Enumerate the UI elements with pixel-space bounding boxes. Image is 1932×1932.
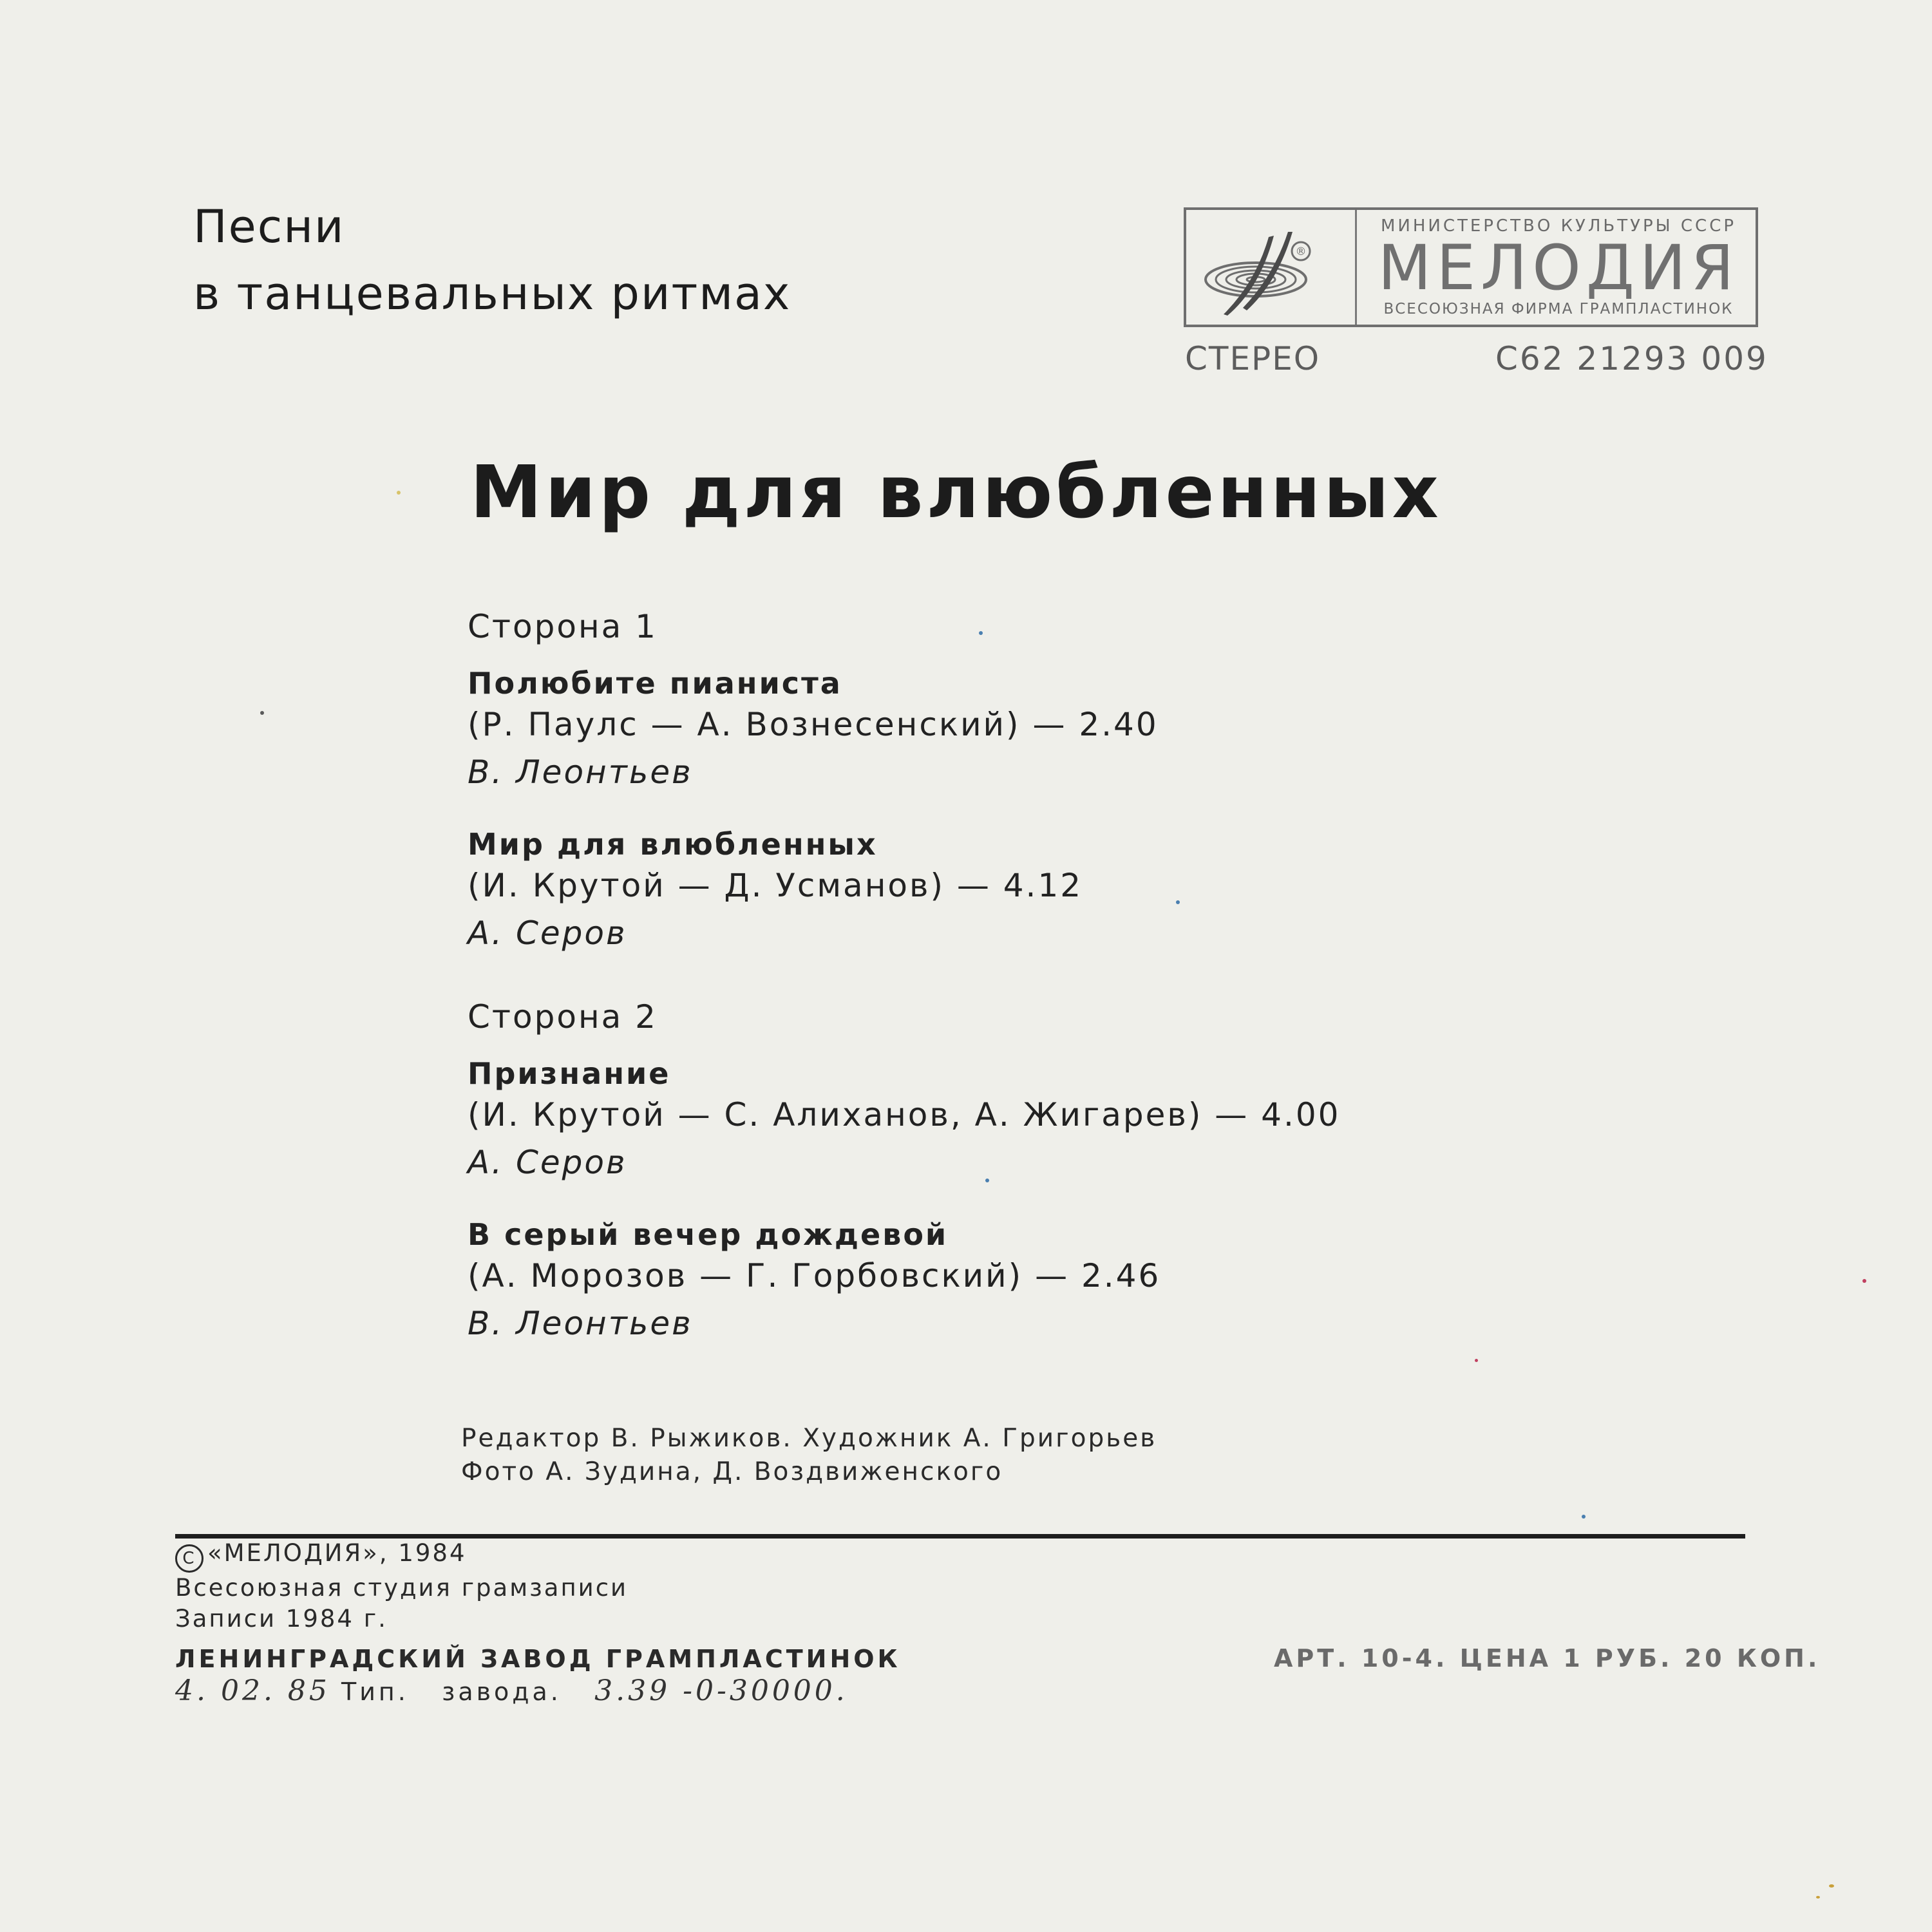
price-line: АРТ. 10-4. ЦЕНА 1 РУБ. 20 КОП.	[1274, 1644, 1821, 1672]
print-speck	[979, 631, 983, 635]
logo-firm: ВСЕСОЮЗНАЯ ФИРМА ГРАМПЛАСТИНОК	[1383, 301, 1734, 317]
track-credits: (Р. Паулс — А. Вознесенский) — 2.40	[468, 706, 1159, 743]
track-artist: А. Серов	[468, 914, 627, 952]
side-2-label: Сторона 2	[468, 998, 658, 1036]
track-artist: А. Серов	[468, 1144, 627, 1181]
print-plant: завода.	[442, 1678, 562, 1706]
series-title	[193, 193, 791, 327]
print-speck	[1829, 1884, 1834, 1888]
track-title: В серый вечер дождевой	[468, 1217, 949, 1252]
track-artist: В. Леонтьев	[468, 753, 693, 791]
melodiya-logo	[1184, 207, 1758, 327]
print-speck	[1816, 1896, 1820, 1899]
recorded-line: Записи 1984 г.	[175, 1605, 388, 1633]
melodiya-emblem-icon	[1198, 218, 1320, 321]
series-title-line-1: Песни	[193, 200, 345, 253]
print-speck	[1582, 1515, 1586, 1519]
track-item	[468, 663, 1434, 799]
copyright-text: «МЕЛОДИЯ», 1984	[207, 1539, 467, 1567]
track-credits: (И. Крутой — С. Алиханов, А. Жигарев) — 4.00	[468, 1096, 1341, 1133]
track-item	[468, 824, 1434, 960]
logo-ministry: МИНИСТЕРСТВО КУЛЬТУРЫ СССР	[1380, 216, 1737, 236]
print-speck	[1176, 900, 1180, 904]
tracklist	[468, 608, 1434, 1376]
studio-line: Всесоюзная студия грамзаписи	[175, 1574, 629, 1602]
logo-divider	[1355, 210, 1357, 325]
print-speck	[1862, 1279, 1866, 1283]
imprint	[175, 1538, 901, 1707]
track-item	[468, 1054, 1434, 1189]
print-speck	[260, 711, 264, 715]
print-date: 4. 02. 85	[175, 1674, 330, 1707]
print-info	[175, 1676, 901, 1707]
staff-credits-line-2: Фото А. Зудина, Д. Воздвиженского	[461, 1457, 1003, 1486]
side-1-label: Сторона 1	[468, 608, 658, 645]
track-credits: (И. Крутой — Д. Усманов) — 4.12	[468, 867, 1083, 904]
track-credits: (А. Морозов — Г. Горбовский) — 2.46	[468, 1257, 1161, 1294]
print-speck	[397, 491, 401, 495]
stereo-label: СТЕРЕО	[1185, 340, 1321, 377]
print-order: 3.39 -0-30000.	[594, 1674, 848, 1707]
album-title: Мир для влюбленных	[470, 451, 1442, 535]
print-speck	[1475, 1359, 1478, 1362]
track-item	[468, 1215, 1434, 1350]
track-title: Признание	[468, 1056, 671, 1091]
track-title: Полюбите пианиста	[468, 666, 842, 701]
copyright-line	[175, 1538, 901, 1573]
logo-text	[1365, 215, 1752, 319]
catalog-number: С62 21293 009	[1495, 340, 1768, 377]
plant-line: ЛЕНИНГРАДСКИЙ ЗАВОД ГРАМПЛАСТИНОК	[175, 1645, 901, 1673]
print-speck	[985, 1179, 989, 1182]
track-artist: В. Леонтьев	[468, 1305, 693, 1342]
staff-credits	[461, 1422, 1157, 1489]
track-title: Мир для влюбленных	[468, 827, 878, 862]
registered-mark: ®	[1295, 245, 1307, 258]
copyright-icon: C	[175, 1544, 204, 1573]
series-title-line-2: в танцевальных ритмах	[193, 267, 791, 320]
logo-brand: МЕЛОДИЯ	[1378, 232, 1739, 304]
print-type: Тип.	[341, 1678, 409, 1706]
staff-credits-line-1: Редактор В. Рыжиков. Художник А. Григорьев	[461, 1424, 1157, 1453]
